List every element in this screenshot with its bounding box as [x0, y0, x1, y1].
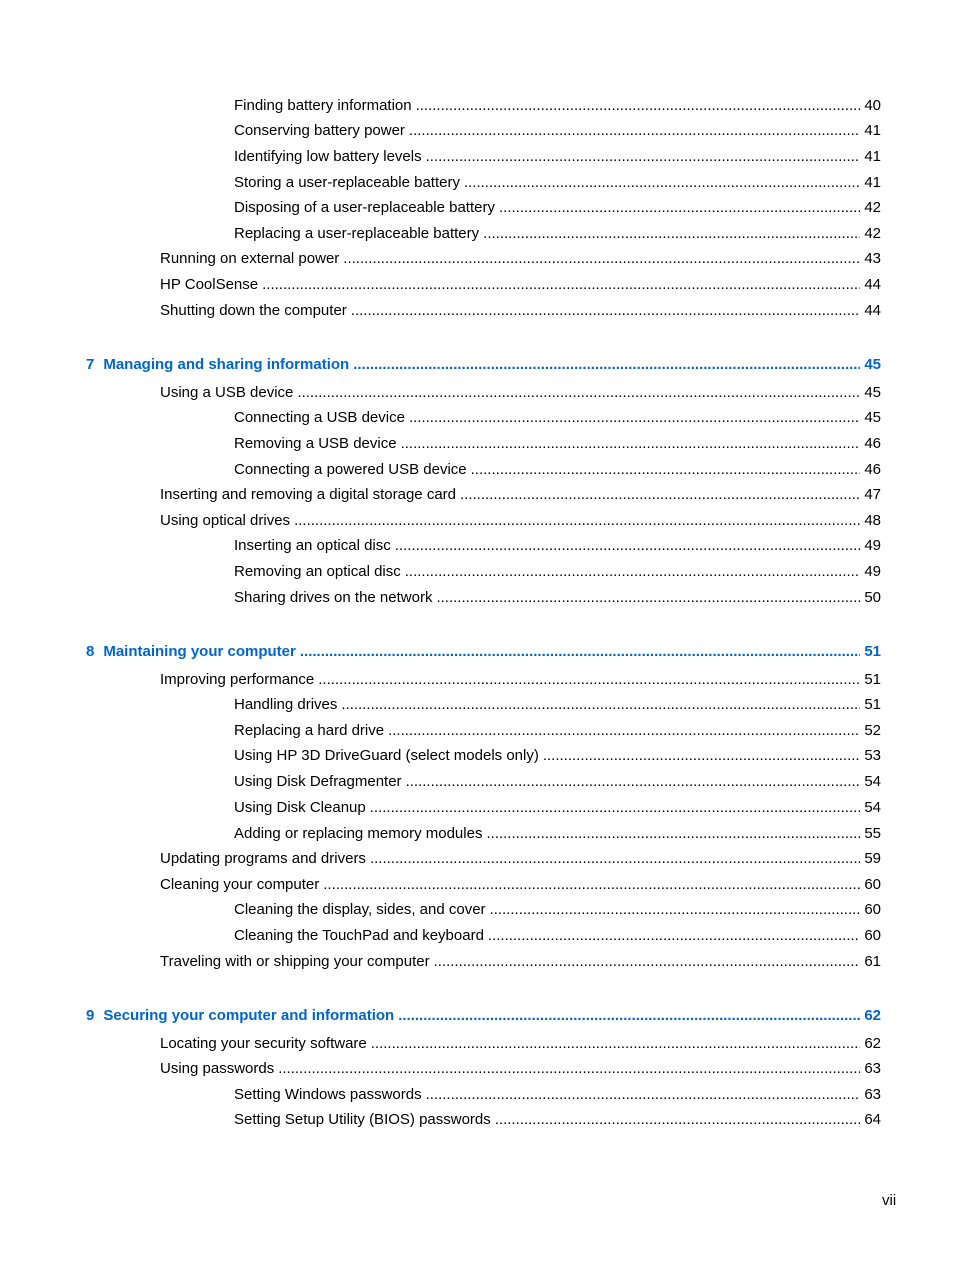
toc-entry[interactable]	[160, 849, 881, 869]
toc-entry-title: Storing a user-replaceable battery	[234, 174, 460, 191]
toc-entry[interactable]	[234, 198, 881, 218]
toc-entry[interactable]	[160, 301, 881, 321]
toc-entry-title: Inserting an optical disc	[234, 537, 391, 554]
toc-entry[interactable]	[160, 1059, 881, 1079]
toc-entry-page: 40	[864, 97, 881, 114]
toc-entry-title: Connecting a USB device	[234, 409, 405, 426]
toc-entry-title: Identifying low battery levels	[234, 148, 422, 165]
toc-entry-title: Disposing of a user-replaceable battery	[234, 199, 495, 216]
dot-leader	[300, 642, 860, 662]
toc-entry[interactable]	[234, 536, 881, 556]
toc-entry-page: 47	[864, 486, 881, 503]
dot-leader	[409, 408, 860, 428]
dot-leader	[406, 772, 861, 792]
toc-entry[interactable]	[160, 670, 881, 690]
toc-entry[interactable]	[234, 173, 881, 193]
toc-entry-title: Replacing a user-replaceable battery	[234, 225, 480, 242]
toc-entry-title: Using Disk Defragmenter	[234, 773, 402, 790]
toc-entry-page: 60	[864, 927, 881, 944]
toc-entry-page: 63	[864, 1086, 881, 1103]
dot-leader	[434, 952, 861, 972]
toc-entry[interactable]	[234, 562, 881, 582]
toc-entry-page: 44	[864, 302, 881, 319]
toc-entry-page: 61	[864, 953, 881, 970]
toc-entry-title	[86, 642, 296, 662]
toc-entry[interactable]	[234, 121, 881, 141]
toc-entry-page: 45	[864, 409, 881, 426]
toc-entry-title: Updating programs and drivers	[160, 850, 366, 867]
toc-entry-page: 55	[864, 825, 881, 842]
toc-entry-title: Finding battery information	[234, 97, 412, 114]
toc-entry[interactable]	[160, 275, 881, 295]
dot-leader	[353, 355, 860, 375]
dot-leader	[490, 900, 861, 920]
dot-leader	[323, 875, 860, 895]
dot-leader	[297, 383, 860, 403]
toc-entry-title: Using Disk Cleanup	[234, 799, 366, 816]
dot-leader	[409, 121, 860, 141]
toc-entry-title	[86, 1006, 394, 1026]
toc-entry-title: Traveling with or shipping your computer	[160, 953, 430, 970]
toc-entry-title: Handling drives	[234, 696, 338, 713]
toc-entry-page: 43	[864, 250, 881, 267]
toc-entry-title	[86, 355, 349, 375]
toc-entry[interactable]	[160, 1034, 881, 1054]
toc-chapter-entry[interactable]	[86, 642, 881, 662]
toc-entry[interactable]	[234, 900, 881, 920]
toc-entry-page: 45	[864, 384, 881, 401]
toc-entry-page: 53	[864, 747, 881, 764]
dot-leader	[398, 1006, 860, 1026]
dot-leader	[495, 1110, 861, 1130]
toc-entry-page: 51	[864, 696, 881, 713]
toc-entry-page: 41	[864, 148, 881, 165]
dot-leader	[471, 460, 861, 480]
toc-entry-page: 54	[864, 799, 881, 816]
toc-entry-page: 59	[864, 850, 881, 867]
dot-leader	[370, 849, 860, 869]
toc-entry-title: Connecting a powered USB device	[234, 461, 467, 478]
toc-entry[interactable]	[234, 460, 881, 480]
dot-leader	[401, 434, 861, 454]
toc-entry-title: Conserving battery power	[234, 122, 405, 139]
toc-entry-title: Sharing drives on the network	[234, 589, 433, 606]
dot-leader	[416, 96, 861, 116]
toc-entry[interactable]	[160, 952, 881, 972]
page-number: vii	[882, 1192, 897, 1209]
toc-entry-page: 63	[864, 1060, 881, 1077]
chapter-title: Managing and sharing information	[103, 356, 350, 373]
dot-leader	[341, 695, 860, 715]
toc-entry-title: Using optical drives	[160, 512, 291, 529]
toc-entry-title: Using HP 3D DriveGuard (select models only)	[234, 747, 539, 764]
chapter-number: 7	[86, 356, 95, 373]
toc-entry-page: 42	[864, 199, 881, 216]
toc-entry-page: 44	[864, 276, 881, 293]
dot-leader	[426, 1085, 861, 1105]
toc-entry-title: Replacing a hard drive	[234, 722, 385, 739]
toc-entry-page: 48	[864, 512, 881, 529]
toc-entry[interactable]	[234, 434, 881, 454]
dot-leader	[395, 536, 861, 556]
toc-entry[interactable]	[234, 746, 881, 766]
toc-entry[interactable]	[234, 695, 881, 715]
toc-entry-title: Improving performance	[160, 671, 315, 688]
toc-entry[interactable]	[234, 926, 881, 946]
toc-entry[interactable]	[234, 798, 881, 818]
toc-entry-page: 60	[864, 901, 881, 918]
dot-leader	[318, 670, 860, 690]
dot-leader	[483, 224, 860, 244]
toc-entry-title: HP CoolSense	[160, 276, 259, 293]
toc-entry[interactable]	[234, 588, 881, 608]
toc-entry[interactable]	[234, 147, 881, 167]
toc-entry-page: 50	[864, 589, 881, 606]
toc-entry-title: Adding or replacing memory modules	[234, 825, 483, 842]
toc-entry-title: Cleaning the TouchPad and keyboard	[234, 927, 484, 944]
dot-leader	[488, 926, 860, 946]
toc-entry[interactable]	[234, 721, 881, 741]
toc-entry-title: Removing an optical disc	[234, 563, 401, 580]
dot-leader	[278, 1059, 860, 1079]
toc-entry-page: 52	[864, 722, 881, 739]
toc-entry-page: 60	[864, 876, 881, 893]
toc-entry[interactable]	[234, 1085, 881, 1105]
toc-entry-page: 62	[864, 1007, 881, 1024]
dot-leader	[436, 588, 860, 608]
toc-chapter-entry[interactable]	[86, 355, 881, 375]
toc-entry-page: 62	[864, 1035, 881, 1052]
toc-entry-title: Shutting down the computer	[160, 302, 347, 319]
dot-leader	[460, 485, 860, 505]
toc-entry-title: Using passwords	[160, 1060, 275, 1077]
dot-leader	[405, 562, 861, 582]
toc-entry-page: 64	[864, 1111, 881, 1128]
toc-entry[interactable]	[234, 824, 881, 844]
toc-entry[interactable]	[160, 249, 881, 269]
dot-leader	[486, 824, 860, 844]
dot-leader	[262, 275, 860, 295]
toc-entry[interactable]	[234, 408, 881, 428]
chapter-title: Maintaining your computer	[103, 643, 296, 660]
toc-entry-page: 54	[864, 773, 881, 790]
dot-leader	[426, 147, 861, 167]
dot-leader	[388, 721, 860, 741]
toc-entry-page: 46	[864, 435, 881, 452]
toc-entry-title: Cleaning your computer	[160, 876, 320, 893]
toc-entry-page: 42	[864, 225, 881, 242]
dot-leader	[371, 1034, 861, 1054]
toc-entry-page: 41	[864, 174, 881, 191]
toc-entry-page: 51	[864, 671, 881, 688]
toc-entry-title: Removing a USB device	[234, 435, 397, 452]
toc-entry-title: Using a USB device	[160, 384, 294, 401]
dot-leader	[343, 249, 860, 269]
toc-entry-title: Cleaning the display, sides, and cover	[234, 901, 486, 918]
toc-entry-title: Setting Setup Utility (BIOS) passwords	[234, 1111, 491, 1128]
dot-leader	[370, 798, 861, 818]
chapter-number: 9	[86, 1007, 95, 1024]
toc-entry-title: Inserting and removing a digital storage card	[160, 486, 457, 503]
chapter-number: 8	[86, 643, 95, 660]
toc-entry-page: 49	[864, 563, 881, 580]
toc-entry[interactable]	[234, 1110, 881, 1130]
toc-entry-title: Setting Windows passwords	[234, 1086, 422, 1103]
dot-leader	[351, 301, 861, 321]
toc-entry[interactable]	[234, 772, 881, 792]
dot-leader	[499, 198, 860, 218]
toc-entry-page: 46	[864, 461, 881, 478]
chapter-title: Securing your computer and information	[103, 1007, 395, 1024]
toc-entry[interactable]	[234, 96, 881, 116]
toc-entry-title: Locating your security software	[160, 1035, 367, 1052]
toc-chapter-entry[interactable]	[86, 1006, 881, 1026]
toc-entry[interactable]	[160, 511, 881, 531]
dot-leader	[464, 173, 860, 193]
toc-entry-page: 49	[864, 537, 881, 554]
dot-leader	[294, 511, 860, 531]
toc-entry-page: 45	[864, 356, 881, 373]
dot-leader	[543, 746, 860, 766]
toc-entry[interactable]	[234, 224, 881, 244]
toc-entry-page: 41	[864, 122, 881, 139]
toc-entry[interactable]	[160, 485, 881, 505]
toc-entry[interactable]	[160, 383, 881, 403]
toc-entry-title: Running on external power	[160, 250, 340, 267]
toc-entry[interactable]	[160, 875, 881, 895]
toc-entry-page: 51	[864, 643, 881, 660]
